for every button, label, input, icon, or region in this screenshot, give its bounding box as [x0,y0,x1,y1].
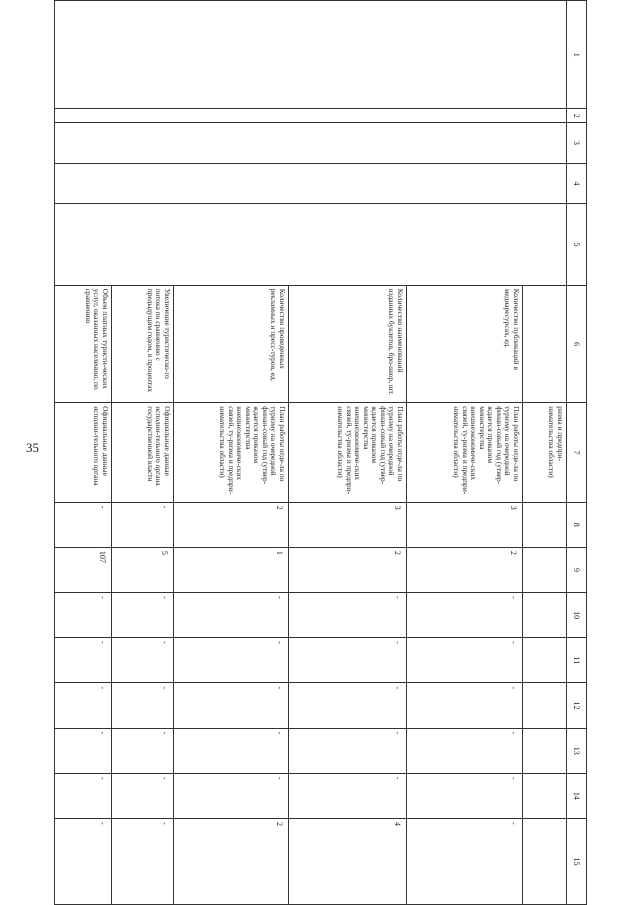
cell-value: - [407,819,523,905]
cell-value: 3 [407,502,523,547]
cell-source: План работы отде-ла по туризму на очередной финан-совый год (утвер-ждается приказом министерства внешнеэкономиче-ских связей, ту-ризма и предпри-нимательства области) [407,403,523,502]
cell-value [523,593,567,638]
col-header-5: 5 [567,204,587,285]
col-header-2: 2 [567,109,587,123]
cell-col-3 [55,123,567,164]
rotated-table-wrapper [55,0,587,905]
cell-value: - [55,638,112,683]
cell-value: - [289,683,407,728]
cell-source: ризма и предпри-нимательства области) [523,403,567,502]
cell-value [523,728,567,773]
cell-value: 3 [289,502,407,547]
cell-value: 2 [174,502,289,547]
col-header-6: 6 [567,285,587,403]
cell-value: - [174,593,289,638]
cell-value: - [407,638,523,683]
cell-value: - [112,773,174,818]
cell-value: - [55,773,112,818]
cell-col-4 [55,163,567,204]
cell-value: - [289,638,407,683]
cell-value [523,547,567,592]
cell-value [523,819,567,905]
cell-value [523,773,567,818]
cell-value: - [55,728,112,773]
col-header-4: 4 [567,163,587,204]
cell-value: - [55,683,112,728]
cell-value: 4 [289,819,407,905]
cell-value: - [55,593,112,638]
cell-indicator: Объем платных туристи-ческих услуг, оказанных населению, по сравнению [55,285,112,403]
cell-value [523,638,567,683]
col-header-3: 3 [567,123,587,164]
cell-value: 1 [174,547,289,592]
cell-value: 2 [289,547,407,592]
cell-source: Официальные данные исполни-тельного органа [55,403,112,502]
cell-value: - [289,593,407,638]
cell-value: - [55,502,112,547]
col-header-13: 13 [567,728,587,773]
cell-value: - [407,728,523,773]
cell-indicator: Увеличение туристическо-го потока по сравнению с предыдущим годом, в процентах [112,285,174,403]
cell-value: - [407,593,523,638]
cell-col-5 [55,204,567,285]
col-header-11: 11 [567,638,587,683]
cell-value: - [112,683,174,728]
cell-value: - [289,773,407,818]
col-header-8: 8 [567,502,587,547]
cell-col-1 [55,1,567,109]
cell-value: - [174,773,289,818]
cell-value: - [112,638,174,683]
cell-value [523,502,567,547]
cell-value: 5 [112,547,174,592]
document-sheet [55,0,587,905]
cell-value: - [112,819,174,905]
cell-value: - [174,683,289,728]
cell-indicator: Количество наименований изданных буклетов, бро-шюр, шт. [289,285,407,403]
cell-value [523,683,567,728]
cell-value: - [174,728,289,773]
col-header-12: 12 [567,683,587,728]
col-header-10: 10 [567,593,587,638]
cell-value: 2 [174,819,289,905]
cell-value: - [289,728,407,773]
cell-indicator: Количество публикаций в медиаресурсах, ед. [407,285,523,403]
cell-source: Официальные данные исполни-тельного органа государственной власти [112,403,174,502]
cell-value: - [112,593,174,638]
cell-value: - [407,773,523,818]
cell-value: - [407,683,523,728]
indicator-table [54,0,587,905]
cell-source: План работы отде-ла по туризму на очередной финан-совый год (утвер-ждается приказом министерства внешнеэкономиче-ских связей, ту-ризма и предпри-нимательства области) [174,403,289,502]
cell-indicator [523,285,567,403]
table-row [523,1,567,905]
cell-col-2 [55,109,567,123]
page-number: 35 [26,440,39,455]
cell-value: 107 [55,547,112,592]
col-header-7: 7 [567,403,587,502]
col-header-14: 14 [567,773,587,818]
column-number-row [567,1,587,905]
cell-indicator: Количество проведенных рекламных и пресс-туров, ед. [174,285,289,403]
cell-source: План работы отде-ла по туризму на очередной финан-совый год (утвер-ждается приказом министерства внешнеэкономиче-ских связей, ту-ризма и предпри-нимательства области) [289,403,407,502]
col-header-9: 9 [567,547,587,592]
cell-value: - [174,638,289,683]
cell-value: - [112,502,174,547]
cell-value: - [55,819,112,905]
cell-value: - [112,728,174,773]
cell-value: 2 [407,547,523,592]
col-header-15: 15 [567,819,587,905]
col-header-1: 1 [567,1,587,109]
